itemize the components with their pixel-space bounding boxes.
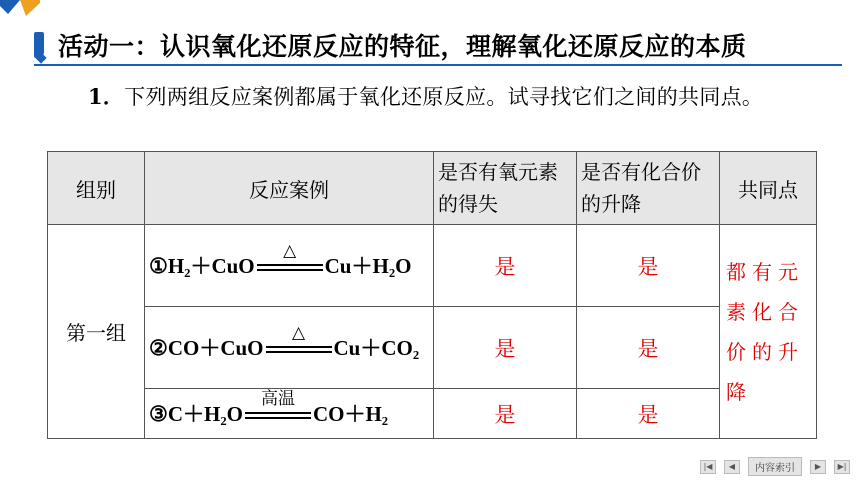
- title-underline: [34, 64, 842, 66]
- header-case: 反应案例: [145, 152, 434, 225]
- section-title: [34, 30, 747, 60]
- oxygen-answer-1: 是: [434, 225, 577, 307]
- question-intro: [28, 78, 838, 116]
- slide-navigation: [700, 457, 850, 476]
- group-label: 第一组: [48, 225, 145, 439]
- equals-sign-icon: [266, 322, 332, 357]
- table-row: [48, 307, 817, 389]
- valence-answer-1: 是: [577, 225, 720, 307]
- corner-decoration-icon: [0, 0, 40, 22]
- table-row: [48, 389, 817, 439]
- content-index-button[interactable]: 内容索引: [748, 457, 802, 476]
- oxygen-answer-3: 是: [434, 389, 577, 439]
- reaction-case-3: [145, 389, 434, 439]
- reactants-2: ②CO＋CuO: [149, 335, 264, 360]
- table-row: [48, 225, 817, 307]
- header-oxygen: 是否有氧元素的得失: [434, 152, 577, 225]
- question-text: 下列两组反应案例都属于氧化还原反应。试寻找它们之间的共同点。: [124, 85, 764, 109]
- products-1: Cu＋H₂O: [324, 253, 412, 278]
- reactants-3: ③C＋H₂O: [149, 401, 243, 426]
- table-header-row: [48, 152, 817, 225]
- products-3: CO＋H₂: [312, 401, 389, 426]
- valence-answer-3: 是: [577, 389, 720, 439]
- valence-answer-2: 是: [577, 307, 720, 389]
- reaction-table: [47, 151, 817, 439]
- section-title-text: 活动一：认识氧化还原反应的特征，理解氧化还原反应的本质: [58, 32, 747, 61]
- prev-page-icon[interactable]: ◀: [724, 460, 740, 474]
- last-page-icon[interactable]: ▶|: [834, 460, 850, 474]
- question-number: 1．: [88, 84, 125, 109]
- equals-sign-icon: [245, 388, 311, 423]
- reaction-case-1: [145, 225, 434, 307]
- header-common: 共同点: [720, 152, 817, 225]
- products-2: Cu＋CO₂: [333, 335, 420, 360]
- heat-condition: △: [283, 240, 297, 260]
- heat-condition: △: [291, 322, 306, 342]
- next-page-icon[interactable]: ▶: [810, 460, 826, 474]
- common-answer: 都有元素化合价的升降: [720, 225, 817, 439]
- oxygen-answer-2: 是: [434, 307, 577, 389]
- equals-sign-icon: [257, 240, 323, 275]
- header-group: 组别: [48, 152, 145, 225]
- high-temp-condition: 高温: [260, 388, 295, 408]
- reaction-case-2: [145, 307, 434, 389]
- first-page-icon[interactable]: |◀: [700, 460, 716, 474]
- header-valence: 是否有化合价的升降: [577, 152, 720, 225]
- bookmark-icon: [34, 32, 44, 58]
- reactants-1: ①H₂＋CuO: [149, 253, 255, 278]
